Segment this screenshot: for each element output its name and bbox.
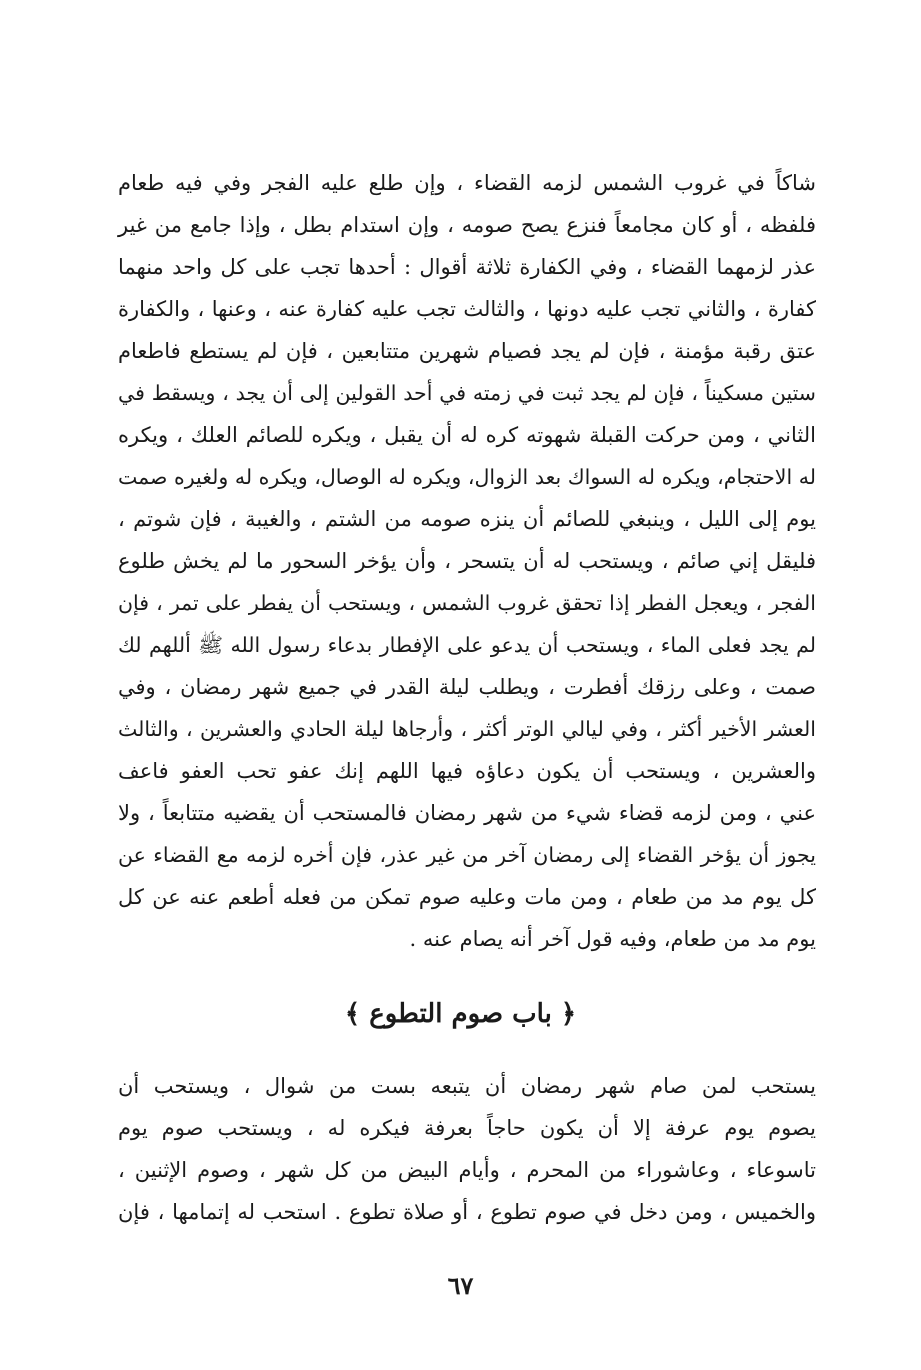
text-line: له الاحتجام، ويكره له السواك بعد الزوال، ويكره له الوصال، ويكره له ولغيره صمت bbox=[118, 465, 816, 489]
text-line: يستحب لمن صام شهر رمضان أن يتبعه بست من شوال ، ويستحب أن bbox=[118, 1074, 816, 1098]
text-line: ستين مسكيناً ، فإن لم يجد ثبت في زمته في أحد القولين إلى أن يجد ، ويسقط في bbox=[118, 381, 816, 405]
text-line: الثاني ، ومن حركت القبلة شهوته كره له أن يقبل ، ويكره للصائم العلك ، ويكره bbox=[118, 423, 816, 447]
text-line: العشر الأخير أكثر ، وفي ليالي الوتر أكثر ، وأرجاها ليلة الحادي والعشرين ، والثالث bbox=[118, 717, 816, 741]
text-line: عذر لزمهما القضاء ، وفي الكفارة ثلاثة أقوال : أحدها تجب على كل واحد منهما bbox=[118, 255, 816, 279]
text-line: عني ، ومن لزمه قضاء شيء من شهر رمضان فالمستحب أن يقضيه متتابعاً ، ولا bbox=[118, 801, 816, 825]
text-line: عتق رقبة مؤمنة ، فإن لم يجد فصيام شهرين متتابعين ، فإن لم يستطع فاطعام bbox=[118, 339, 816, 363]
text-line: فلفظه ، أو كان مجامعاً فنزع يصح صومه ، وإن استدام بطل ، وإذا جامع من غير bbox=[118, 213, 816, 237]
text-line: يوم إلى الليل ، وينبغي للصائم أن ينزه صومه من الشتم ، والغيبة ، فإن شوتم ، bbox=[118, 507, 816, 531]
text-line: تاسوعاء ، وعاشوراء من المحرم ، وأيام البيض من كل شهر ، وصوم الإثنين ، bbox=[118, 1158, 816, 1182]
page-number: ٦٧ bbox=[447, 1271, 474, 1300]
text-line: يجوز أن يؤخر القضاء إلى رمضان آخر من غير عذر، فإن أخره لزمه مع القضاء عن bbox=[118, 843, 816, 867]
section-heading: ﴿ باب صوم التطوع ﴾ bbox=[344, 999, 577, 1029]
text-line: يصوم يوم عرفة إلا أن يكون حاجاً بعرفة فيكره له ، ويستحب صوم يوم bbox=[118, 1116, 816, 1140]
text-line: والعشرين ، ويستحب أن يكون دعاؤه فيها اللهم إنك عفو تحب العفو فاعف bbox=[118, 759, 816, 783]
text-line: كل يوم مد من طعام ، ومن مات وعليه صوم تمكن من فعله أطعم عنه عن كل bbox=[118, 885, 816, 909]
text-line: كفارة ، والثاني تجب عليه دونها ، والثالث تجب عليه كفارة عنه ، وعنها ، والكفارة bbox=[118, 297, 816, 321]
text-line: والخميس ، ومن دخل في صوم تطوع ، أو صلاة تطوع . استحب له إتمامها ، فإن bbox=[118, 1200, 816, 1224]
paragraph-fasting-rulings bbox=[118, 162, 816, 960]
text-line: الفجر ، ويعجل الفطر إذا تحقق غروب الشمس ، ويستحب أن يفطر على تمر ، فإن bbox=[118, 591, 816, 615]
text-line: يوم مد من طعام، وفيه قول آخر أنه يصام عنه . bbox=[409, 927, 816, 951]
paragraph-voluntary-fasting bbox=[118, 1065, 816, 1233]
text-line: صمت ، وعلى رزقك أفطرت ، ويطلب ليلة القدر في جميع شهر رمضان ، وفي bbox=[118, 675, 816, 699]
text-line: شاكاً في غروب الشمس لزمه القضاء ، وإن طلع عليه الفجر وفي فيه طعام bbox=[118, 171, 816, 195]
text-line: فليقل إني صائم ، ويستحب له أن يتسحر ، وأن يؤخر السحور ما لم يخش طلوع bbox=[118, 549, 816, 573]
text-line: لم يجد فعلى الماء ، ويستحب أن يدعو على الإفطار بدعاء رسول الله ﷺ أللهم لك bbox=[118, 633, 816, 657]
